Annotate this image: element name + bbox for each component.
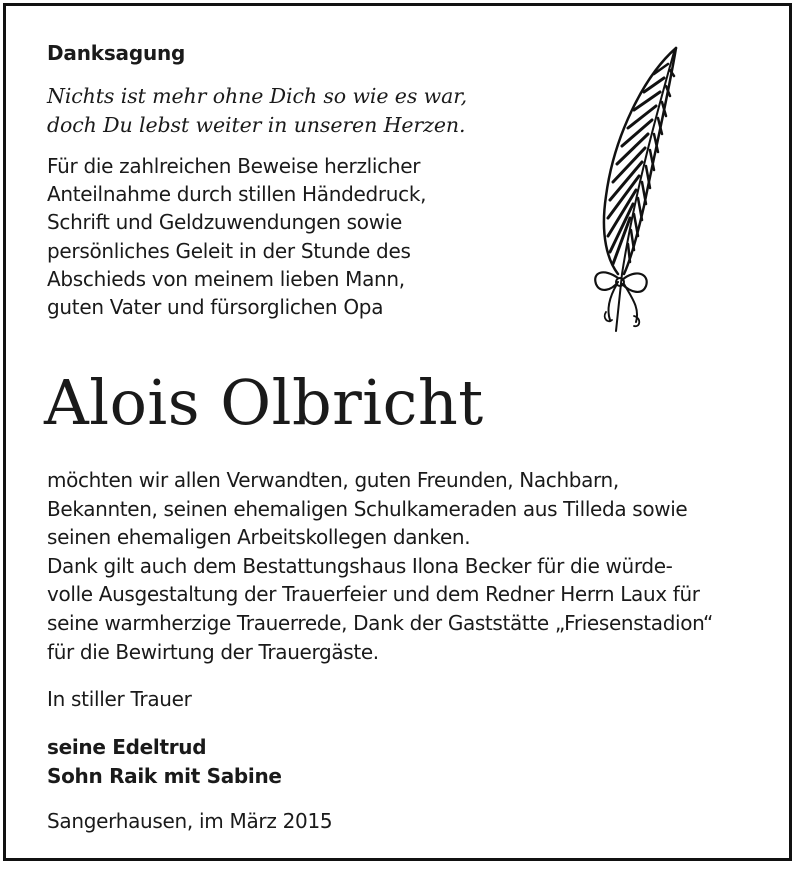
notice-frame — [3, 3, 792, 861]
intro-line: guten Vater und fürsorglichen Opa — [47, 295, 384, 320]
thanks-intro — [47, 152, 426, 321]
memorial-quote — [47, 82, 467, 140]
place-date: Sangerhausen, im März 2015 — [47, 809, 333, 833]
notice-heading: Danksagung — [47, 41, 186, 65]
mourning-line: In stiller Trauer — [47, 687, 192, 711]
deceased-name: Alois Olbricht — [44, 366, 484, 439]
body-line: Bekannten, seinen ehemaligen Schulkameraden aus Tilleda sowie — [47, 496, 688, 521]
body-line: Dank gilt auch dem Bestattungshaus Ilona Becker für die würde- — [47, 553, 673, 578]
signer: seine Edeltrud — [47, 735, 207, 759]
feather-icon — [584, 46, 684, 336]
body-line: möchten wir allen Verwandten, guten Freunden, Nachbarn, — [47, 468, 619, 492]
signer: Sohn Raik mit Sabine — [47, 764, 282, 788]
intro-line: Für die zahlreichen Beweise herzlicher — [47, 154, 421, 178]
intro-line: persönliches Geleit in der Stunde des — [47, 238, 411, 263]
intro-line: Anteilnahme durch stillen Händedruck, — [47, 182, 427, 207]
body-line: seine warmherzige Trauerrede, Dank der Gaststätte „Friesenstadion“ — [47, 610, 714, 635]
body-line: seinen ehemaligen Arbeitskollegen danken. — [47, 525, 471, 550]
body-line: volle Ausgestaltung der Trauerfeier und dem Redner Herrn Laux für — [47, 582, 700, 607]
body-line: für die Bewirtung der Trauergäste. — [47, 639, 379, 664]
quote-line: Nichts ist mehr ohne Dich so wie es war, — [47, 84, 468, 108]
thanks-body — [47, 466, 713, 666]
intro-line: Abschieds von meinem lieben Mann, — [47, 266, 405, 291]
intro-line: Schrift und Geldzuwendungen sowie — [47, 210, 403, 235]
quote-line: doch Du lebst weiter in unseren Herzen. — [47, 113, 466, 137]
signers — [47, 733, 282, 791]
